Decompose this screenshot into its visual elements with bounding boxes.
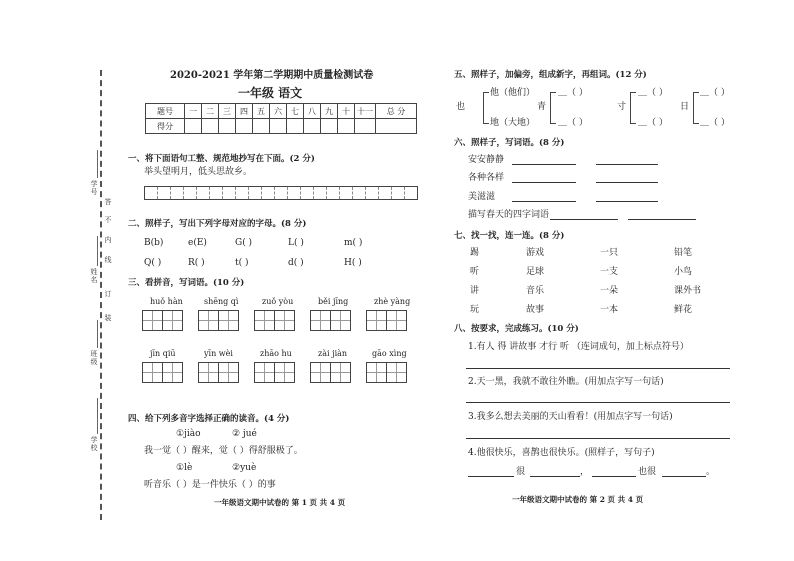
q4-option: ①lè	[176, 463, 193, 473]
binding-label: 线	[104, 256, 112, 264]
q7-word[interactable]: 踢	[470, 248, 480, 258]
q8-prompt: 1.有人 得 讲故事 才行 听 （连词成句，加上标点符号）	[468, 342, 689, 352]
answer-blank[interactable]	[530, 476, 580, 477]
tianzige-pair[interactable]	[198, 362, 238, 383]
q8-pattern: ，	[580, 467, 590, 477]
fill-line[interactable]	[97, 150, 98, 178]
brace	[550, 92, 556, 124]
pinyin: zuǒ yòu	[262, 297, 294, 306]
score-cell[interactable]	[202, 119, 219, 134]
table-cell: 六	[270, 104, 287, 119]
fill-line[interactable]	[97, 320, 98, 348]
binding-dashed-line	[100, 70, 102, 520]
tianzige-pair[interactable]	[254, 362, 294, 383]
footer-right: 一年级语文期中试卷的 第 2 页 共 4 页	[512, 495, 644, 504]
q5-blank[interactable]: ＿（ ）	[700, 118, 730, 128]
score-cell[interactable]	[253, 119, 270, 134]
pinyin: gāo xìng	[372, 349, 407, 358]
q5-base-char: 也	[456, 102, 466, 112]
binding-label-student-id: 学号	[90, 180, 98, 196]
table-cell: 五	[253, 104, 270, 119]
pinyin: zhè yàng	[374, 297, 411, 306]
table-cell: 十	[338, 104, 355, 119]
tianzige-pair[interactable]	[142, 362, 182, 383]
answer-blank[interactable]	[468, 476, 514, 477]
q2-item[interactable]: R( )	[188, 258, 205, 268]
q7-word[interactable]: 音乐	[526, 286, 545, 296]
table-cell: 八	[304, 104, 321, 119]
q6-heading: 六、照样子，写词语。(8 分)	[454, 138, 565, 148]
q8-prompt: 4.他很快乐，喜鹊也很快乐。(照样子，写句子)	[468, 448, 655, 458]
q8-heading: 八、按要求，完成练习。(10 分)	[454, 324, 579, 334]
pinyin: huǒ hàn	[150, 297, 183, 306]
q2-item[interactable]: m( )	[344, 238, 363, 248]
q5-base-char: 日	[680, 102, 690, 112]
table-cell: 一	[185, 104, 202, 119]
tianzige-pair[interactable]	[310, 362, 350, 383]
q7-word[interactable]: 玩	[470, 305, 480, 315]
q7-word[interactable]: 听	[470, 267, 480, 277]
answer-blank[interactable]	[592, 476, 636, 477]
q6-blank[interactable]	[550, 219, 618, 220]
q1-heading: 一、将下面语句工整、规范地抄写在下面。(2 分)	[128, 154, 315, 164]
pinyin: jīn qiū	[150, 349, 176, 358]
score-table	[145, 103, 417, 134]
q2-item[interactable]: L( )	[288, 238, 304, 248]
q7-word[interactable]: 一支	[600, 267, 619, 277]
q6-blank[interactable]	[596, 164, 658, 165]
table-cell: 九	[321, 104, 338, 119]
tianzige-pair[interactable]	[254, 310, 294, 331]
fill-line[interactable]	[97, 236, 98, 266]
score-table-score-row	[146, 119, 417, 134]
q7-word[interactable]: 一只	[600, 248, 619, 258]
q4-option: ②yuè	[232, 463, 257, 473]
q6-blank[interactable]	[628, 219, 696, 220]
q5-blank[interactable]: ＿（ ）	[558, 118, 588, 128]
q5-example: 地（大地）	[490, 118, 536, 128]
score-cell[interactable]	[270, 119, 287, 134]
q1-writing-grid[interactable]	[144, 186, 418, 200]
q7-word[interactable]: 课外书	[674, 286, 702, 296]
binding-label: 不	[104, 216, 112, 224]
q4-option: ② jué	[232, 429, 257, 439]
q8-pattern: 也很	[638, 467, 657, 477]
answer-line[interactable]	[466, 402, 730, 403]
q4-sentence[interactable]: 听音乐（ ）是一件快乐（ ）的事	[144, 480, 276, 490]
q5-blank[interactable]: ＿（ ）	[638, 118, 668, 128]
tianzige-pair[interactable]	[142, 310, 182, 331]
q7-word[interactable]: 小鸟	[674, 267, 693, 277]
score-cell[interactable]	[376, 119, 417, 134]
q4-sentence[interactable]: 我一觉（ ）醒来，觉（ ）得舒服极了。	[144, 446, 303, 456]
answer-blank[interactable]	[662, 476, 706, 477]
q6-item: 各种各样	[468, 173, 505, 183]
q8-prompt: 3.我多么想去美丽的天山看看！(用加点字写一句话)	[468, 412, 673, 422]
q7-word[interactable]: 足球	[526, 267, 545, 277]
footer-left: 一年级语文期中试卷的 第 1 页 共 4 页	[214, 498, 346, 507]
binding-label-name: 姓名	[90, 268, 98, 284]
q6-blank[interactable]	[596, 201, 658, 202]
q7-word[interactable]: 铅笔	[674, 248, 693, 258]
binding-label-school: 学校	[90, 436, 98, 452]
q8-pattern: 。	[706, 467, 716, 477]
q6-item: 描写春天的四字词语	[468, 210, 550, 220]
pinyin: zài jiàn	[318, 349, 348, 358]
brace	[630, 92, 636, 124]
binding-label: 装	[104, 314, 112, 322]
q7-word[interactable]: 一本	[600, 305, 619, 315]
table-cell: 题号	[146, 104, 185, 119]
score-table-header-row	[146, 104, 417, 119]
q5-blank[interactable]: ＿（ ）	[700, 88, 730, 98]
q6-item: 安安静静	[468, 155, 505, 165]
q2-item[interactable]: Q( )	[144, 258, 162, 268]
score-cell[interactable]	[355, 119, 376, 134]
score-cell[interactable]	[185, 119, 202, 134]
brace	[693, 92, 699, 124]
table-cell: 三	[219, 104, 236, 119]
q7-heading: 七、找一找，连一连。(8 分)	[454, 231, 565, 241]
table-cell: 总 分	[376, 104, 417, 119]
table-cell: 十一	[355, 104, 376, 119]
binding-label-class: 班级	[90, 350, 98, 366]
binding-label: 内	[104, 236, 112, 244]
table-cell: 得分	[146, 119, 185, 134]
q3-heading: 三、看拼音，写词语。(10 分)	[128, 278, 245, 288]
answer-line[interactable]	[466, 438, 730, 439]
q4-option: ①jiào	[176, 429, 201, 439]
binding-label: 订	[104, 290, 112, 298]
tianzige-pair[interactable]	[198, 310, 238, 331]
tianzige-pair[interactable]	[310, 310, 350, 331]
table-cell: 七	[287, 104, 304, 119]
q1-text: 举头望明月，低头思故乡。	[144, 167, 253, 177]
score-cell[interactable]	[287, 119, 304, 134]
score-cell[interactable]	[236, 119, 253, 134]
q5-blank[interactable]: ＿（ ）	[558, 88, 588, 98]
q7-word[interactable]: 讲	[470, 286, 480, 296]
q2-item[interactable]: t( )	[235, 258, 249, 268]
q2-heading: 二、照样子，写出下列字母对应的字母。(8 分)	[128, 219, 307, 229]
score-cell[interactable]	[304, 119, 321, 134]
q5-base-char: 寸	[617, 102, 627, 112]
q6-blank[interactable]	[512, 201, 576, 202]
q6-blank[interactable]	[512, 164, 576, 165]
binding-label: 答	[104, 198, 112, 206]
q5-example: 他（他们）	[490, 88, 536, 98]
q5-base-char: 青	[537, 102, 547, 112]
table-cell: 二	[202, 104, 219, 119]
score-cell[interactable]	[338, 119, 355, 134]
pinyin: běi jīng	[318, 297, 349, 306]
q7-word[interactable]: 故事	[526, 305, 545, 315]
q6-blank[interactable]	[512, 182, 576, 183]
answer-line[interactable]	[466, 368, 730, 369]
pinyin: shēng qì	[204, 297, 239, 306]
q2-item: e(E)	[188, 238, 207, 248]
q7-word[interactable]: 鲜花	[674, 305, 693, 315]
q5-heading: 五、照样子，加偏旁，组成新字，再组词。(12 分)	[454, 70, 647, 80]
pinyin: zhāo hu	[260, 349, 292, 358]
table-cell: 四	[236, 104, 253, 119]
q5-blank[interactable]: ＿（ ）	[638, 88, 668, 98]
tianzige-pair[interactable]	[366, 310, 406, 331]
q6-blank[interactable]	[596, 182, 658, 183]
q7-word[interactable]: 一朵	[600, 286, 619, 296]
pinyin: yīn wèi	[204, 349, 233, 358]
q2-item: B(b)	[144, 238, 164, 248]
brace	[483, 92, 489, 124]
score-cell[interactable]	[321, 119, 338, 134]
q2-item[interactable]: d( )	[288, 258, 304, 268]
fill-line[interactable]	[97, 398, 98, 434]
exam-subtitle: 一年级 语文	[238, 86, 303, 100]
q7-word[interactable]: 游戏	[526, 248, 545, 258]
q8-prompt: 2.天一黑，我就不敢往外瞧。(用加点字写一句话)	[468, 377, 664, 387]
tianzige-pair[interactable]	[366, 362, 406, 383]
score-cell[interactable]	[219, 119, 236, 134]
q4-heading: 四、给下列多音字选择正确的读音。(4 分)	[128, 414, 290, 424]
exam-title: 2020-2021 学年第二学期期中质量检测试卷	[170, 70, 374, 81]
q2-item[interactable]: G( )	[235, 238, 253, 248]
q6-item: 美滋滋	[468, 192, 496, 202]
q2-item[interactable]: H( )	[344, 258, 362, 268]
q8-pattern: 很	[516, 467, 526, 477]
